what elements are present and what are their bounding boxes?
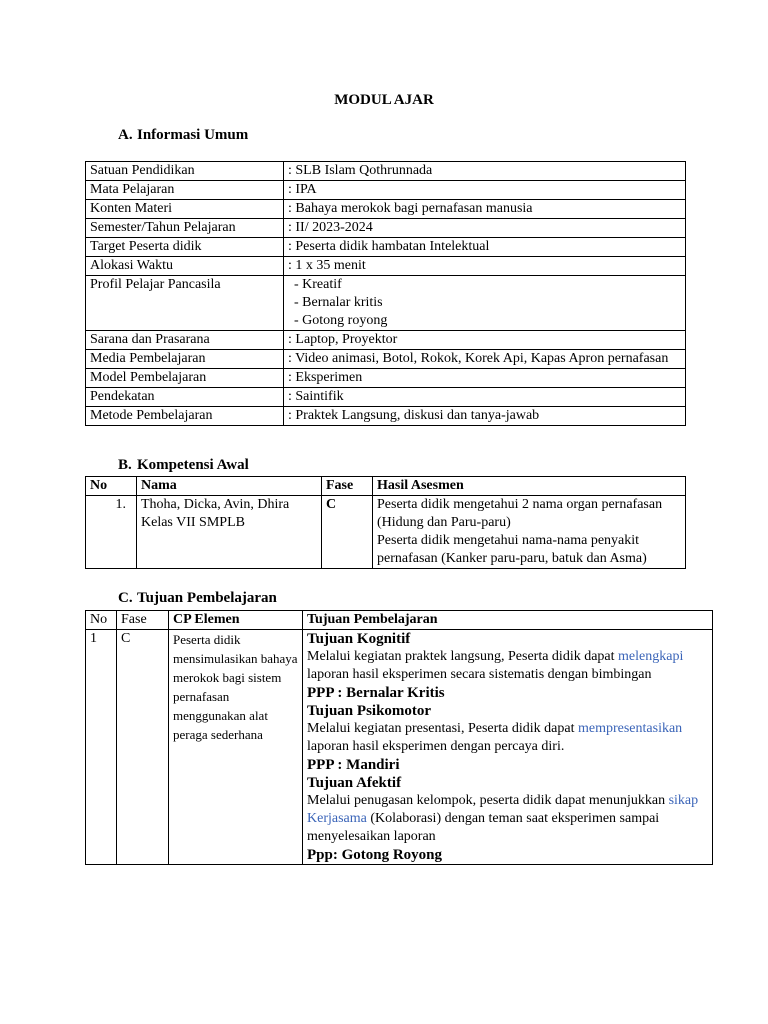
text-segment: Melalui kegiatan praktek langsung, Peserta didik dapat xyxy=(307,649,619,664)
kognitif-text xyxy=(307,648,708,684)
row-value: : Video animasi, Botol, Rokok, Korek Api, Kapas Apron pernafasan xyxy=(284,350,686,369)
page-title: MODUL AJAR xyxy=(334,92,434,108)
row-value: : II/ 2023-2024 xyxy=(284,219,686,238)
row-label: Target Peserta didik xyxy=(86,238,284,257)
table-row xyxy=(86,200,686,219)
row-label: Metode Pembelajaran xyxy=(86,407,284,426)
row-value: : 1 x 35 menit xyxy=(284,257,686,276)
psikomotor-heading: Tujuan Psikomotor xyxy=(307,703,432,719)
ppp-psikomotor: PPP : Mandiri xyxy=(307,757,400,773)
row-value: : Saintifik xyxy=(284,388,686,407)
row-value: : SLB Islam Qothrunnada xyxy=(284,162,686,181)
cell-tp xyxy=(303,630,713,865)
table-header-row xyxy=(86,477,686,496)
row-value: : IPA xyxy=(284,181,686,200)
table-row xyxy=(86,219,686,238)
section-b-heading xyxy=(118,457,249,474)
row-label: Mata Pelajaran xyxy=(86,181,284,200)
table-row xyxy=(86,496,686,569)
row-label: Satuan Pendidikan xyxy=(86,162,284,181)
section-b-title: Kompetensi Awal xyxy=(137,457,249,473)
row-label: Sarana dan Prasarana xyxy=(86,331,284,350)
row-label: Model Pembelajaran xyxy=(86,369,284,388)
tujuan-pembelajaran-table xyxy=(85,610,713,865)
section-a-title: Informasi Umum xyxy=(137,127,249,143)
table-row xyxy=(86,181,686,200)
col-header-fase: Fase xyxy=(322,477,373,496)
hasil-line: Peserta didik mengetahui 2 nama organ pernafasan (Hidung dan Paru-paru) xyxy=(377,497,663,530)
cell-hasil xyxy=(373,496,686,569)
row-value: : Eksperimen xyxy=(284,369,686,388)
text-segment: Melalui kegiatan presentasi, Peserta didik dapat xyxy=(307,721,578,736)
afektif-heading: Tujuan Afektif xyxy=(307,775,402,791)
ppp-kognitif: PPP : Bernalar Kritis xyxy=(307,685,445,701)
text-segment: laporan hasil eksperimen dengan percaya diri. xyxy=(307,739,565,754)
section-c-number: C. xyxy=(118,590,133,606)
row-label: Media Pembelajaran xyxy=(86,350,284,369)
cell-fase: C xyxy=(117,630,169,865)
row-label: Semester/Tahun Pelajaran xyxy=(86,219,284,238)
list-item: - Kreatif xyxy=(294,277,342,292)
cell-fase: C xyxy=(322,496,373,569)
row-label: Profil Pelajar Pancasila xyxy=(86,276,284,331)
row-label: Pendekatan xyxy=(86,388,284,407)
text-segment: (Kolaborasi) dengan teman saat eksperimen sampai menyelesaikan laporan xyxy=(307,811,660,844)
section-a-number: A. xyxy=(118,127,133,143)
text-segment: Melalui penugasan kelompok, peserta didik dapat menunjukkan xyxy=(307,793,669,808)
list-item: - Gotong royong xyxy=(294,313,388,328)
kognitif-heading: Tujuan Kognitif xyxy=(307,631,411,647)
col-header-hasil: Hasil Asesmen xyxy=(373,477,686,496)
row-label: Konten Materi xyxy=(86,200,284,219)
list-item: - Bernalar kritis xyxy=(294,295,383,310)
row-value: : Peserta didik hambatan Intelektual xyxy=(284,238,686,257)
table-row xyxy=(86,257,686,276)
highlight-text: melengkapi xyxy=(618,649,684,664)
table-header-row xyxy=(86,611,713,630)
table-row xyxy=(86,369,686,388)
table-row xyxy=(86,407,686,426)
table-row xyxy=(86,276,686,331)
col-header-cp: CP Elemen xyxy=(169,611,303,630)
row-value: : Laptop, Proyektor xyxy=(284,331,686,350)
cell-no: 1 xyxy=(86,630,117,865)
table-row xyxy=(86,388,686,407)
col-header-tp: Tujuan Pembelajaran xyxy=(303,611,713,630)
section-c-heading xyxy=(118,590,277,607)
kompetensi-awal-table xyxy=(85,476,686,569)
col-header-fase: Fase xyxy=(117,611,169,630)
col-header-no: No xyxy=(86,477,137,496)
row-value: : Praktek Langsung, diskusi dan tanya-jawab xyxy=(284,407,686,426)
table-row xyxy=(86,331,686,350)
text-segment: laporan hasil eksperimen secara sistematis dengan bimbingan xyxy=(307,667,652,682)
section-c-title: Tujuan Pembelajaran xyxy=(137,590,277,606)
col-header-nama: Nama xyxy=(137,477,322,496)
row-value-list xyxy=(284,276,686,331)
informasi-umum-table xyxy=(85,161,686,426)
highlight-text: sikap Kerjasama xyxy=(307,793,699,826)
afektif-text xyxy=(307,792,708,846)
cell-nama: Thoha, Dicka, Avin, Dhira Kelas VII SMPLB xyxy=(137,496,322,569)
highlight-text: mempresentasikan xyxy=(577,721,683,736)
col-header-no: No xyxy=(86,611,117,630)
table-row xyxy=(86,630,713,865)
table-row xyxy=(86,350,686,369)
psikomotor-text xyxy=(307,720,708,756)
hasil-line: Peserta didik mengetahui nama-nama penyakit pernafasan (Kanker paru-paru, batuk dan Asma) xyxy=(377,533,647,566)
row-label: Alokasi Waktu xyxy=(86,257,284,276)
table-row xyxy=(86,238,686,257)
section-a-heading xyxy=(118,127,248,144)
table-row xyxy=(86,162,686,181)
row-value: : Bahaya merokok bagi pernafasan manusia xyxy=(284,200,686,219)
ppp-afektif: Ppp: Gotong Royong xyxy=(307,847,443,863)
cell-no: 1. xyxy=(86,496,137,569)
section-b-number: B. xyxy=(118,457,132,473)
cell-cp: Peserta didik mensimulasikan bahaya merokok bagi sistem pernafasan menggunakan alat peraga sederhana xyxy=(169,630,303,865)
